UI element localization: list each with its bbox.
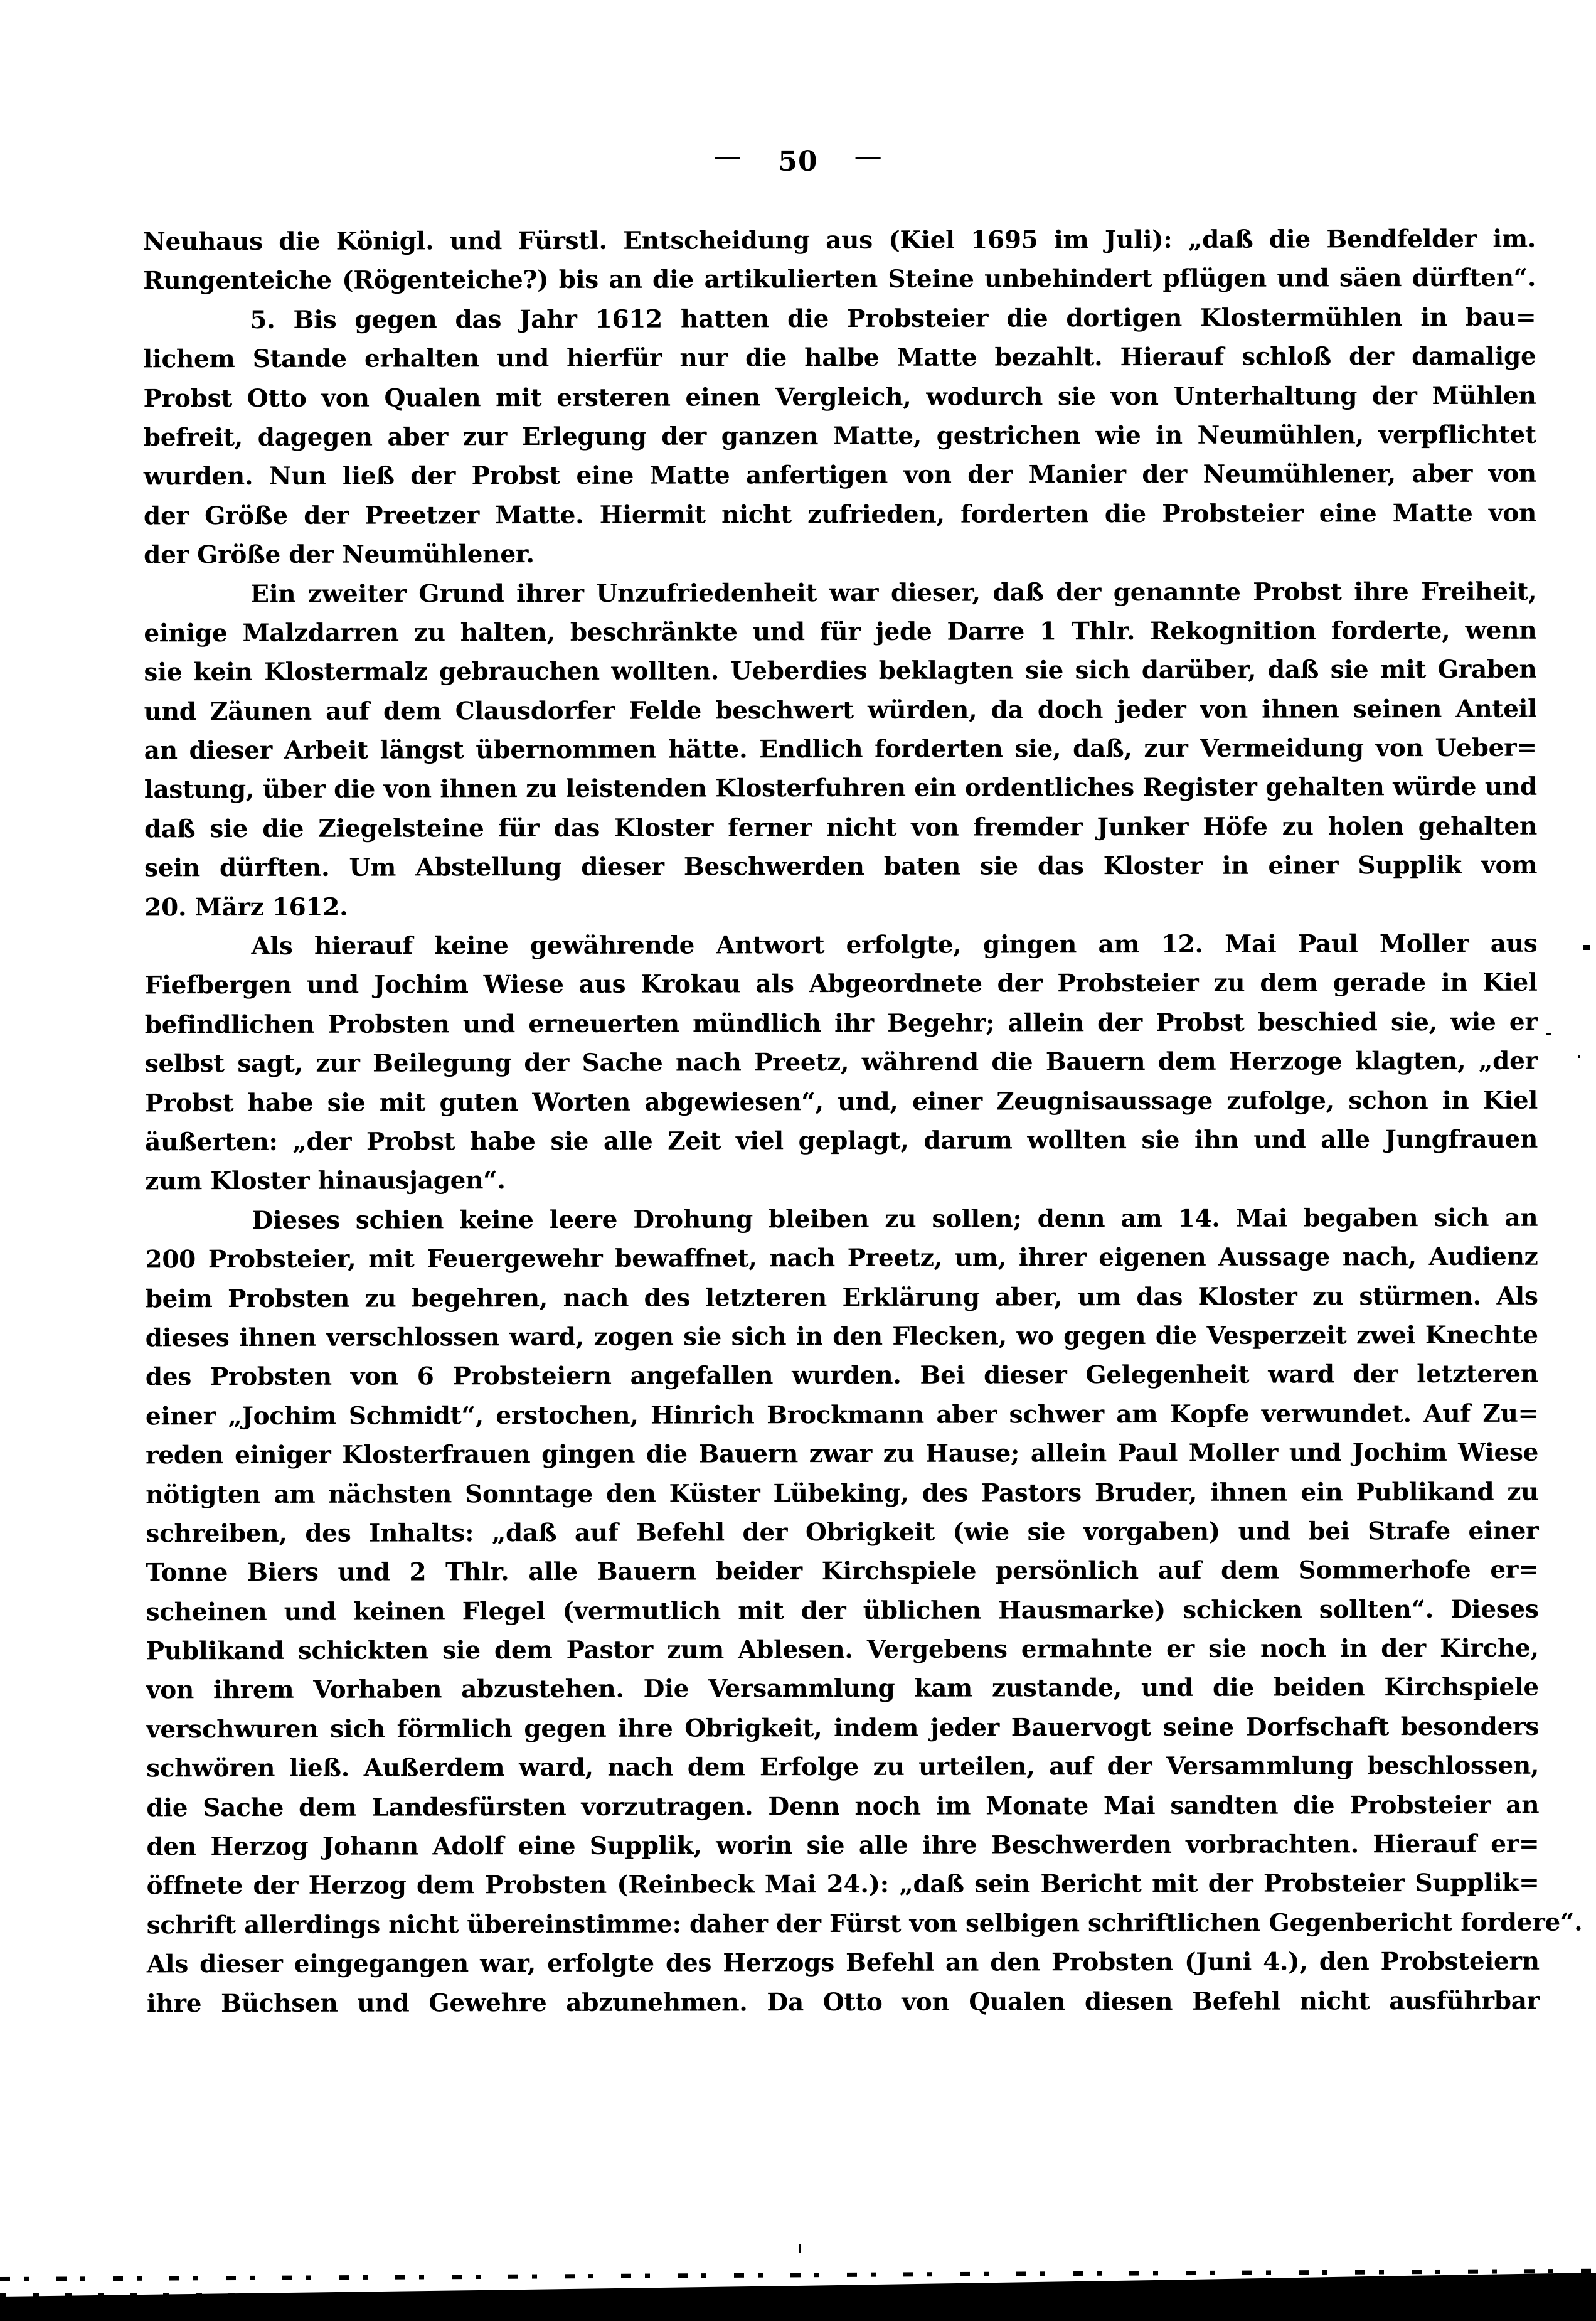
text-line: Als dieser eingegangen war, erfolgte des Herzogs Befehl an den Probsten (Juni 4.), den Probsteiern [146, 1946, 1540, 1979]
page-header [0, 141, 1596, 178]
text-line: schreiben, des Inhalts: „daß auf Befehl der Obrigkeit (wie sie vorgaben) und bei Strafe einer [146, 1516, 1539, 1549]
text-line: daß sie die Ziegelsteine für das Kloster ferner nicht von fremder Junker Höfe zu holen gehalten [144, 811, 1538, 844]
text-line: schrift allerdings nicht übereinstimme: daher der Fürst von selbigen schriftlichen Gegenbericht fordere“. [146, 1907, 1583, 1940]
text-line: Rungenteiche (Rögenteiche?) bis an die artikulierten Steine unbehindert pflügen und säen dürften“. [143, 264, 1536, 296]
text-line: Probst Otto von Qualen mit ersteren einen Vergleich, wodurch sie von Unterhaltung der Mühlen [143, 381, 1536, 413]
text-line: Ein zweiter Grund ihrer Unzufriedenheit war dieser, daß der genannte Probst ihre Freiheit, [250, 577, 1537, 609]
text-line: verschwuren sich förmlich gegen ihre Obrigkeit, indem jeder Bauervogt seine Dorfschaft besonders [146, 1712, 1540, 1744]
text-line: die Sache dem Landesfürsten vorzutragen. Denn noch im Monate Mai sandten die Probsteier an [146, 1790, 1540, 1822]
text-line: lastung, über die von ihnen zu leistenden Klosterfuhren ein ordentliches Register gehalten würde und [144, 772, 1537, 804]
text-line: Probst habe sie mit guten Worten abgewiesen“, und, einer Zeugnisaussage zufolge, schon in Kiel [144, 1086, 1538, 1118]
text-line: scheinen und keinen Flegel (vermutlich mit der üblichen Hausmarke) schicken sollten“. Dieses [146, 1594, 1539, 1626]
text-line: dieses ihnen verschlossen ward, zogen sie sich in den Flecken, wo gegen die Vesperzeit zwei Knechte [145, 1320, 1538, 1353]
text-line: Dieses schien keine leere Drohung bleiben zu sollen; denn am 14. Mai begaben sich an [252, 1203, 1538, 1235]
text-line: selbst sagt, zur Beilegung der Sache nach Preetz, während die Bauern dem Herzoge klagten, „der [144, 1046, 1538, 1079]
text-line: ihre Büchsen und Gewehre abzunehmen. Da Otto von Qualen diesen Befehl nicht ausführbar [146, 1986, 1540, 2018]
text-line: zum Kloster hinausjagen“. [145, 1166, 506, 1196]
scan-speck [1546, 1033, 1551, 1035]
text-line: reden einiger Klosterfrauen gingen die Bauern zwar zu Hause; allein Paul Moller und Jochim Wiese [146, 1438, 1539, 1470]
text-line: der Größe der Neumühlener. [144, 540, 535, 570]
text-line: Publikand schickten sie dem Pastor zum Ablesen. Vergebens ermahnte er sie noch in der Kirche, [146, 1633, 1539, 1666]
text-line: äußerten: „der Probst habe sie alle Zeit viel geplagt, darum wollten sie ihn und alle Jungfrauen [145, 1124, 1538, 1157]
text-line: an dieser Arbeit längst übernommen hätte. Endlich forderten sie, daß, zur Vermeidung von Ueber= [144, 733, 1537, 766]
header-rule-left: — [713, 141, 742, 173]
header-rule-right: — [854, 141, 883, 173]
text-line: befindlichen Probsten und erneuerten mündlich ihr Begehr; allein der Probst beschied sie, wie er [144, 1007, 1538, 1040]
text-line: sie kein Klostermalz gebrauchen wollten. Ueberdies beklagten sie sich darüber, daß sie mit Graben [144, 654, 1537, 687]
text-line: einer „Jochim Schmidt“, erstochen, Hinrich Brockmann aber schwer am Kopfe verwundet. Auf Zu= [145, 1399, 1539, 1431]
text-line: 200 Probsteier, mit Feuergewehr bewaffnet, nach Preetz, um, ihrer eigenen Aussage nach, Audienz [145, 1242, 1538, 1274]
text-line: einige Malzdarren zu halten, beschränkte und für jede Darre 1 Thlr. Rekognition forderte, wenn [144, 616, 1537, 648]
page-text-block [143, 220, 1583, 2024]
text-line: der Größe der Preetzer Matte. Hiermit nicht zufrieden, forderten die Probsteier eine Matte von [143, 498, 1537, 531]
text-line: 20. März 1612. [144, 892, 348, 922]
text-line: Tonne Biers und 2 Thlr. alle Bauern beider Kirchspiele persönlich auf dem Sommerhofe er= [146, 1555, 1539, 1587]
text-line: und Zäunen auf dem Clausdorfer Felde beschwert würden, da doch jeder von ihnen seinen Anteil [144, 694, 1537, 727]
text-line: wurden. Nun ließ der Probst eine Matte anfertigen von der Manier der Neumühlener, aber von [143, 459, 1536, 491]
text-line: lichem Stande erhalten und hierfür nur die halbe Matte bezahlt. Hierauf schloß der damalige [143, 341, 1536, 374]
text-line: Neuhaus die Königl. und Fürstl. Entscheidung aus (Kiel 1695 im Juli): „daß die Bendfelder im. [143, 224, 1536, 257]
text-line: schwören ließ. Außerdem ward, nach dem Erfolge zu urteilen, auf der Versammlung beschlossen, [146, 1751, 1540, 1783]
page-number: 50 [778, 146, 818, 178]
text-line: öffnete der Herzog dem Probsten (Reinbeck Mai 24.): „daß sein Bericht mit der Probsteier Supplik= [146, 1869, 1540, 1901]
text-line: 5. Bis gegen das Jahr 1612 hatten die Probsteier die dortigen Klostermühlen in bau= [250, 302, 1536, 334]
scan-speck [1583, 945, 1590, 950]
scan-speck [799, 2244, 801, 2253]
text-line: des Probsten von 6 Probsteiern angefallen wurden. Bei dieser Gelegenheit ward der letzteren [145, 1359, 1538, 1392]
text-line: Fiefbergen und Jochim Wiese aus Krokau als Abgeordnete der Probsteier zu dem gerade in Kiel [144, 968, 1538, 1000]
text-line: von ihrem Vorhaben abzustehen. Die Versammlung kam zustande, und die beiden Kirchspiele [146, 1673, 1539, 1705]
text-line: beim Probsten zu begehren, nach des letzteren Erklärung aber, um das Kloster zu stürmen. Als [145, 1281, 1538, 1313]
text-line: nötigten am nächsten Sonntage den Küster Lübeking, des Pastors Bruder, ihnen ein Publikand zu [146, 1477, 1539, 1509]
text-line: befreit, dagegen aber zur Erlegung der ganzen Matte, gestrichen wie in Neumühlen, verpflichtet [143, 420, 1536, 452]
scan-speck [1578, 1055, 1580, 1058]
text-line: sein dürften. Um Abstellung dieser Beschwerden baten sie das Kloster in einer Supplik vom [144, 850, 1538, 883]
text-line: Als hierauf keine gewährende Antwort erfolgte, gingen am 12. Mai Paul Moller aus [251, 929, 1538, 961]
text-line: den Herzog Johann Adolf eine Supplik, worin sie alle ihre Beschwerden vorbrachten. Hierauf er= [146, 1829, 1540, 1862]
